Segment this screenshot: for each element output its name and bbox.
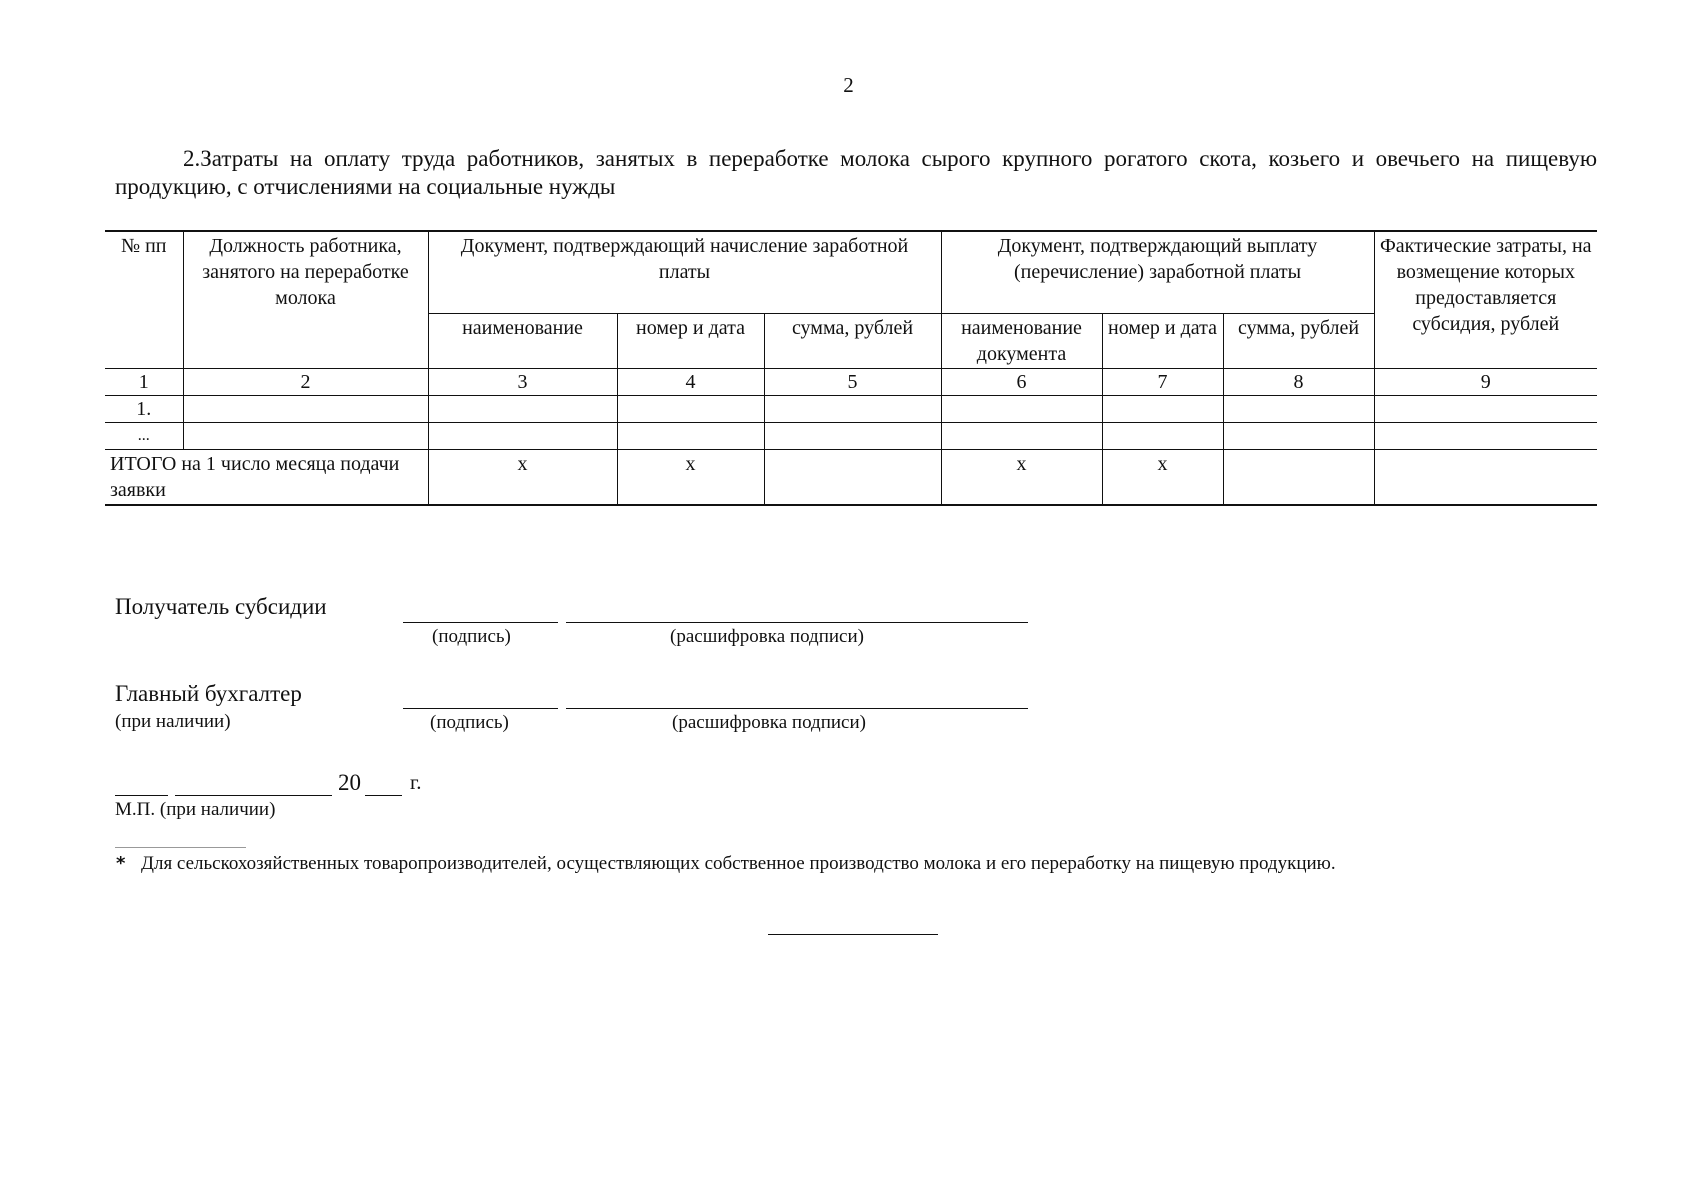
header-payment-document: Документ, подтверждающий выплату (перечисление) заработной платы: [941, 231, 1374, 314]
table-cell: [764, 423, 941, 450]
table-cell: [764, 396, 941, 423]
table-cell: [941, 396, 1102, 423]
header-accrual-sum: сумма, рублей: [764, 314, 941, 369]
date-year-line: [365, 795, 402, 796]
table-cell: [941, 423, 1102, 450]
header-actual-costs: Фактические затраты, на возмещение которых предоставляется субсидия, рублей: [1374, 231, 1597, 369]
table-cell: [428, 423, 617, 450]
recipient-signature-line: [403, 622, 558, 623]
total-cell: х: [617, 450, 764, 506]
column-number: 1: [105, 369, 183, 396]
table-row: [105, 423, 1597, 450]
total-cell: х: [428, 450, 617, 506]
accountant-decode-caption: (расшифровка подписи): [672, 712, 866, 733]
header-accrual-name: наименование: [428, 314, 617, 369]
column-number: 4: [617, 369, 764, 396]
table-cell: [1102, 396, 1223, 423]
recipient-label: Получатель субсидии: [115, 594, 327, 619]
column-number: 2: [183, 369, 428, 396]
section-heading: [115, 145, 1597, 201]
header-number: № пп: [105, 231, 183, 369]
column-number: 3: [428, 369, 617, 396]
accountant-label: Главный бухгалтер: [115, 681, 302, 706]
footnote-mark: *: [116, 853, 126, 874]
header-accrual-document: Документ, подтверждающий начисление заработной платы: [428, 231, 941, 314]
date-year-suffix: г.: [410, 770, 422, 794]
section-number: 2.: [183, 146, 201, 171]
column-number: 8: [1223, 369, 1374, 396]
column-number: 7: [1102, 369, 1223, 396]
accountant-decode-line: [566, 708, 1028, 709]
header-payment-sum: сумма, рублей: [1223, 314, 1374, 369]
accountant-note: (при наличии): [115, 711, 231, 732]
table-cell: [1374, 396, 1597, 423]
header-position: Должность работника, занятого на переработке молока: [183, 231, 428, 369]
date-day-line: [115, 795, 168, 796]
column-number: 5: [764, 369, 941, 396]
header-accrual-number-date: номер и дата: [617, 314, 764, 369]
accountant-signature-line: [403, 708, 558, 709]
total-cell: [764, 450, 941, 506]
table-cell: [1223, 396, 1374, 423]
column-number: 6: [941, 369, 1102, 396]
table-cell: [1102, 423, 1223, 450]
row-number: ...: [105, 423, 183, 450]
recipient-decode-caption: (расшифровка подписи): [670, 626, 864, 647]
total-cell: [1223, 450, 1374, 506]
table-cell: [183, 396, 428, 423]
accountant-signature-caption: (подпись): [430, 712, 509, 733]
section-title: Затраты на оплату труда работников, занятых в переработке молока сырого крупного рогатого скота, козьего и овечьего на пищевую продукцию, с отчислениями на социальные нужды: [115, 146, 1597, 199]
header-payment-number-date: номер и дата: [1102, 314, 1223, 369]
table-cell: [1374, 423, 1597, 450]
table-cell: [617, 396, 764, 423]
table-cell: [183, 423, 428, 450]
table-row: [105, 396, 1597, 423]
total-cell: х: [941, 450, 1102, 506]
recipient-signature-caption: (подпись): [432, 626, 511, 647]
date-year-prefix: 20: [338, 770, 361, 795]
footnote-separator: [115, 847, 246, 848]
row-number: 1.: [105, 396, 183, 423]
footnote-text: Для сельскохозяйственных товаропроизводителей, осуществляющих собственное производство молока и его переработку на пищевую продукцию.: [141, 853, 1336, 874]
total-cell: х: [1102, 450, 1223, 506]
table-cell: [1223, 423, 1374, 450]
date-month-line: [175, 795, 332, 796]
recipient-decode-line: [566, 622, 1028, 623]
column-number: 9: [1374, 369, 1597, 396]
costs-table: [105, 230, 1597, 506]
end-of-document-rule: [768, 934, 938, 935]
total-row: [105, 450, 1597, 506]
stamp-note: М.П. (при наличии): [115, 799, 276, 820]
table-cell: [428, 396, 617, 423]
total-label: ИТОГО на 1 число месяца подачи заявки: [105, 450, 428, 506]
header-payment-doc-name: наименование документа: [941, 314, 1102, 369]
total-cell: [1374, 450, 1597, 506]
table-cell: [617, 423, 764, 450]
page-number: 2: [843, 73, 854, 97]
